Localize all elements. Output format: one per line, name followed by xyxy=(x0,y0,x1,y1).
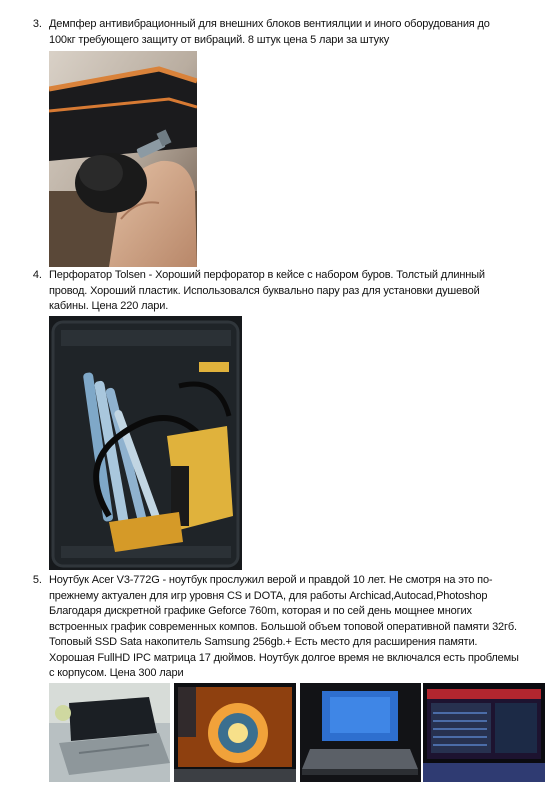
item-number-4: 4. xyxy=(32,269,42,281)
laptop-photo-1 xyxy=(49,683,170,782)
item-number-5: 5. xyxy=(32,574,42,586)
laptop-photo-2 xyxy=(174,683,296,782)
drill-case-photo xyxy=(49,316,242,570)
item-text-4: Перфоратор Tolsen - Хороший перфоратор в кейсе с набором буров. Толстый длинный провод. Хороший пластик. Использовался буквально пару раз для установки душевой кабины. Цена 220 лари. xyxy=(49,269,485,312)
item-number-3: 3. xyxy=(32,18,42,30)
item-text-3: Демпфер антивибрационный для внешних блоков вентиялции и иного оборудования до 100кг требующего защиту от вибраций. 8 штук цена 5 лари за штуку xyxy=(49,18,490,46)
damper-photo xyxy=(49,51,197,267)
laptop-photo-3 xyxy=(300,683,421,782)
laptop-photo-4 xyxy=(423,683,545,782)
item-text-5: Ноутбук Acer V3-772G - ноутбук прослужил верой и правдой 10 лет. Не смотря на это по-прежнему актуален для игр уровня CS и DOTA, для работы Archicad,Autocad,Photoshop Благодаря дискретной графике Geforce 760m, которая и по сей день мощнее многих встроенных график современных компов. Большой объем топовой оперативной памяти 32гб. Топовый SSD Sata накопитель Samsung 256gb.+ Есть место для расширения памяти. Хорошая FullHD IPC матрица 17 дюймов. Ноутбук долгое время не включался есть проблемы с корпусом. Цена 300 лари xyxy=(49,574,519,679)
